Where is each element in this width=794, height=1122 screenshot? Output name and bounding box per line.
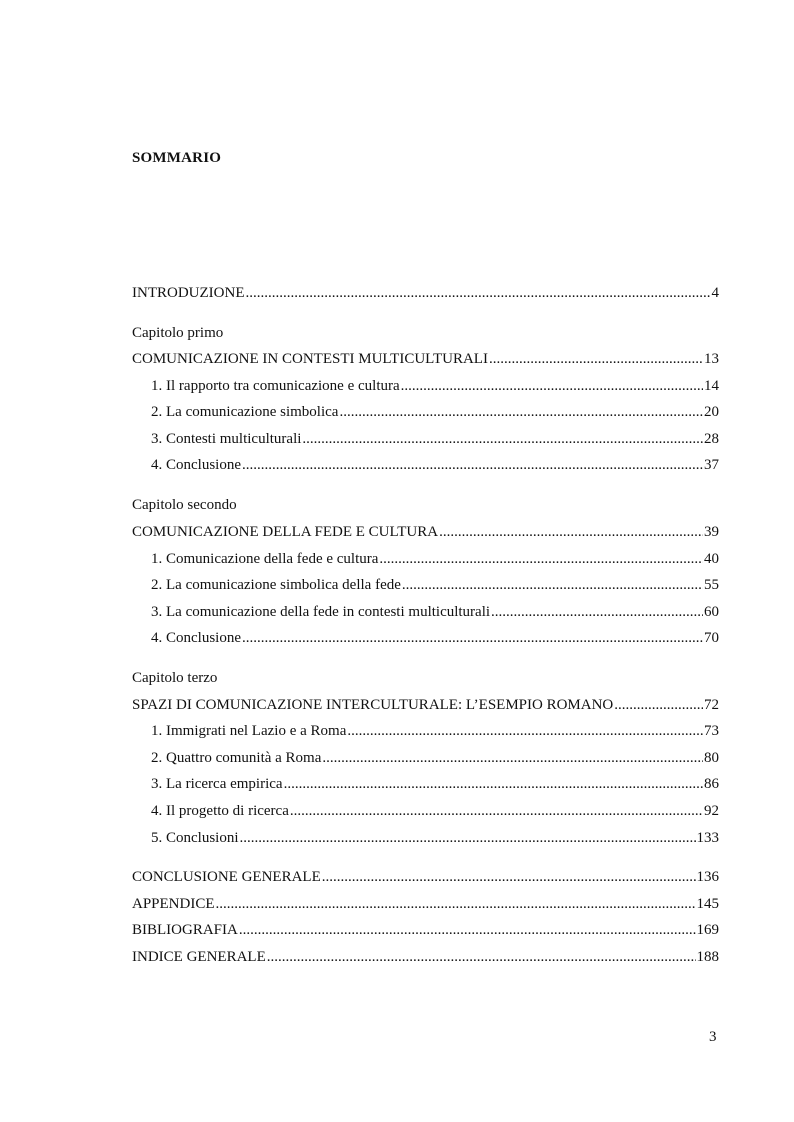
toc-section-entry[interactable] [151,774,719,794]
toc-entry-page: 4 [711,285,719,301]
dot-leader [489,349,703,369]
toc-entry-page: 188 [696,949,719,965]
toc-entry-label: 1. Immigrati nel Lazio e a Roma [151,723,347,739]
toc-entry-page: 72 [704,697,719,713]
page-title: SOMMARIO [132,150,222,166]
dot-leader [322,867,696,887]
dot-leader [347,721,703,741]
toc-entry-page: 133 [696,830,719,846]
toc-entry-label: 4. Il progetto di ricerca [151,803,289,819]
toc-entry-page: 55 [704,577,719,593]
toc-entry-indice-generale[interactable] [132,947,719,967]
toc-entry-page: 73 [704,723,719,739]
toc-chapter-title[interactable] [132,695,719,715]
toc-section-entry[interactable] [151,455,719,475]
toc-entry-page: 92 [704,803,719,819]
toc-entry-label: 2. La comunicazione simbolica [151,404,339,420]
toc-section-entry[interactable] [151,828,719,848]
toc-entry-label: APPENDICE [132,896,215,912]
toc-entry-appendice[interactable] [132,894,719,914]
dot-leader [379,549,703,569]
toc-entry-page: 28 [704,431,719,447]
toc-entry-page: 70 [704,630,719,646]
chapter-heading: Capitolo secondo [132,497,237,513]
toc-entry-label: SPAZI DI COMUNICAZIONE INTERCULTURALE: L’ESEMPIO ROMANO [132,697,614,713]
toc-entry-introduzione[interactable] [132,283,719,303]
toc-entry-label: 1. Il rapporto tra comunicazione e cultura [151,378,400,394]
dot-leader [267,947,696,967]
toc-entry-label: 3. La comunicazione della fede in contesti multiculturali [151,604,491,620]
toc-entry-label: 4. Conclusione [151,630,241,646]
toc-entry-label: 5. Conclusioni [151,830,239,846]
toc-entry-page: 169 [696,922,719,938]
toc-section-entry[interactable] [151,801,719,821]
toc-entry-label: 3. La ricerca empirica [151,776,283,792]
dot-leader [339,402,703,422]
toc-entry-page: 60 [704,604,719,620]
toc-entry-bibliografia[interactable] [132,920,719,940]
dot-leader [290,801,703,821]
page-number: 3 [709,1029,717,1045]
dot-leader [284,774,703,794]
toc-entry-label: COMUNICAZIONE IN CONTESTI MULTICULTURALI [132,351,488,367]
dot-leader [439,522,703,542]
toc-entry-label: INDICE GENERALE [132,949,266,965]
toc-entry-page: 37 [704,457,719,473]
dot-leader [322,748,703,768]
toc-section-entry[interactable] [151,429,719,449]
toc-section-entry[interactable] [151,748,719,768]
toc-entry-page: 86 [704,776,719,792]
toc-entry-page: 80 [704,750,719,766]
toc-entry-label: 1. Comunicazione della fede e cultura [151,551,379,567]
toc-entry-page: 13 [704,351,719,367]
toc-entry-page: 145 [696,896,719,912]
dot-leader [242,628,703,648]
toc-entry-page: 20 [704,404,719,420]
toc-section-entry[interactable] [151,628,719,648]
dot-leader [242,455,703,475]
toc-section-entry[interactable] [151,376,719,396]
dot-leader [401,376,703,396]
dot-leader [491,602,703,622]
dot-leader [216,894,696,914]
dot-leader [302,429,703,449]
toc-entry-label: INTRODUZIONE [132,285,245,301]
toc-entry-label: COMUNICAZIONE DELLA FEDE E CULTURA [132,524,439,540]
dot-leader [245,283,710,303]
toc-entry-label: 2. Quattro comunità a Roma [151,750,322,766]
toc-entry-label: 3. Contesti multiculturali [151,431,302,447]
toc-section-entry[interactable] [151,402,719,422]
toc-chapter-title[interactable] [132,522,719,542]
dot-leader [240,828,696,848]
toc-chapter-title[interactable] [132,349,719,369]
toc-section-entry[interactable] [151,602,719,622]
toc-entry-page: 39 [704,524,719,540]
toc-entry-label: BIBLIOGRAFIA [132,922,238,938]
toc-entry-page: 40 [704,551,719,567]
toc-entry-label: 4. Conclusione [151,457,241,473]
dot-leader [614,695,703,715]
toc-entry-label: CONCLUSIONE GENERALE [132,869,321,885]
toc-section-entry[interactable] [151,575,719,595]
toc-entry-page: 14 [704,378,719,394]
toc-section-entry[interactable] [151,549,719,569]
toc-entry-label: 2. La comunicazione simbolica della fede [151,577,401,593]
toc-entry-conclusione-generale[interactable] [132,867,719,887]
toc-section-entry[interactable] [151,721,719,741]
chapter-heading: Capitolo primo [132,325,224,341]
dot-leader [402,575,703,595]
chapter-heading: Capitolo terzo [132,670,218,686]
dot-leader [239,920,696,940]
toc-entry-page: 136 [696,869,719,885]
